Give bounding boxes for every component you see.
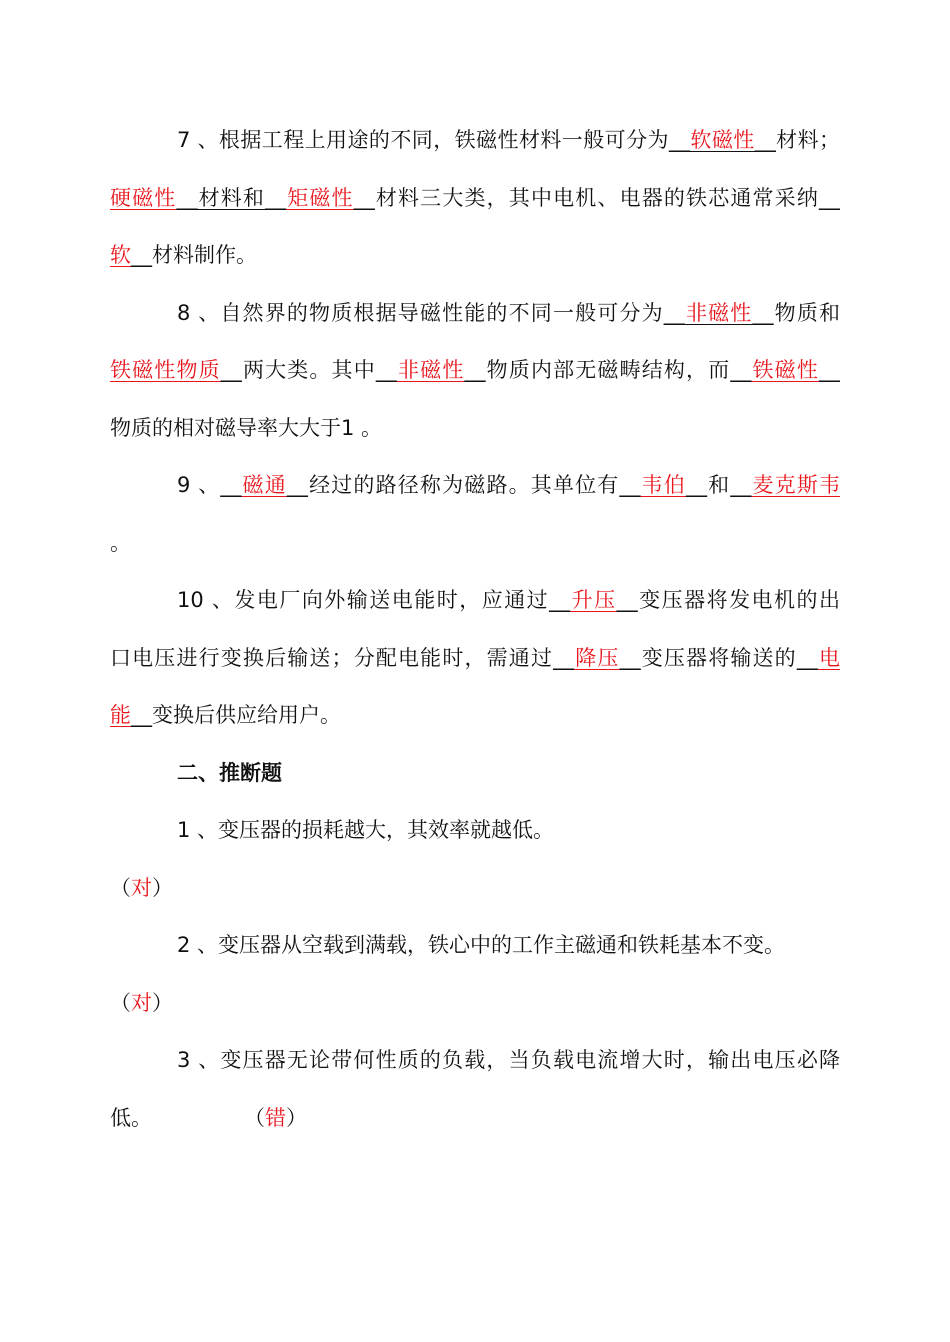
q10-line-1: 10 、发电厂向外输送电能时，应通过__升压__变压器将发电机的出 [177, 588, 840, 612]
q7-answer-3: 矩磁性 [286, 185, 354, 210]
judge-item-3: 3 、变压器无论带何性质的负载，当负载电流增大时，输出电压必降 [177, 1048, 840, 1072]
q8-answer-3: 非磁性 [396, 358, 465, 382]
judge-answer-2: （对） [110, 990, 173, 1015]
q10-answer-3: 电 [817, 645, 840, 670]
q10-line-2: 口电压进行变换后输送；分配电能时，需通过__降压__变压器将输送的__电 [110, 645, 840, 670]
judge-answer-value: 对 [131, 990, 152, 1015]
q9-answer-3: 麦克斯韦 [751, 473, 840, 497]
q8-line-3: 物质的相对磁导率大大于1 。 [110, 415, 383, 440]
document-page [110, 112, 840, 1147]
judge-item-2: 2 、变压器从空载到满载，铁心中的工作主磁通和铁耗基本不变。 [177, 933, 786, 957]
q7-answer-4: 软 [110, 243, 131, 267]
q10-line-3: 能__变换后供应给用户。 [110, 703, 341, 727]
q7-blank-1: __软磁性__ [668, 128, 776, 152]
q7-text: 7 、根据工程上用途的不同，铁磁性材料一般可分为 [177, 128, 669, 152]
section-heading: 二、推断题 [177, 760, 282, 785]
q7-line-1: 7 、根据工程上用途的不同，铁磁性材料一般可分为__软磁性__材料； [177, 128, 840, 152]
q9-answer-1: 磁通 [241, 473, 287, 497]
q8-answer-1: 非磁性 [684, 300, 753, 325]
judge-answer-1: （对） [110, 875, 173, 900]
q7-line-3: 软__材料制作。 [110, 243, 257, 267]
q8-line-2: 铁磁性物质__两大类。其中__非磁性__物质内部无磁畴结构，而__铁磁性__ [110, 358, 840, 382]
q8-line-1: 8 、自然界的物质根据导磁性能的不同一般可分为__非磁性__物质和 [177, 300, 840, 325]
q9-line-2: 。 [110, 530, 131, 555]
q10-answer-1: 升压 [570, 588, 617, 612]
q9-answer-2: 韦伯 [640, 473, 686, 497]
q7-answer-1: 软磁性 [689, 128, 755, 152]
q8-answer-4: 铁磁性 [751, 358, 819, 382]
q10-answer-4: 能 [110, 703, 131, 727]
judge-item-1: 1 、变压器的损耗越大，其效率就越低。 [177, 818, 555, 842]
q9-line-1: 9 、__磁通__经过的路径称为磁路。其单位有__韦伯__和__麦克斯韦 [177, 473, 840, 497]
judge-answer-value: 错 [265, 1105, 286, 1130]
q10-answer-2: 降压 [574, 645, 620, 670]
q8-answer-2: 铁磁性物质 [110, 358, 221, 382]
judge-item-3-line-2: 低。 （错） [110, 1105, 307, 1130]
judge-answer-value: 对 [131, 875, 152, 900]
q7-answer-2: 硬磁性 [110, 185, 177, 210]
q7-line-2: 硬磁性__材料和__矩磁性__材料三大类，其中电机、电器的铁芯通常采纳__ [110, 185, 840, 210]
